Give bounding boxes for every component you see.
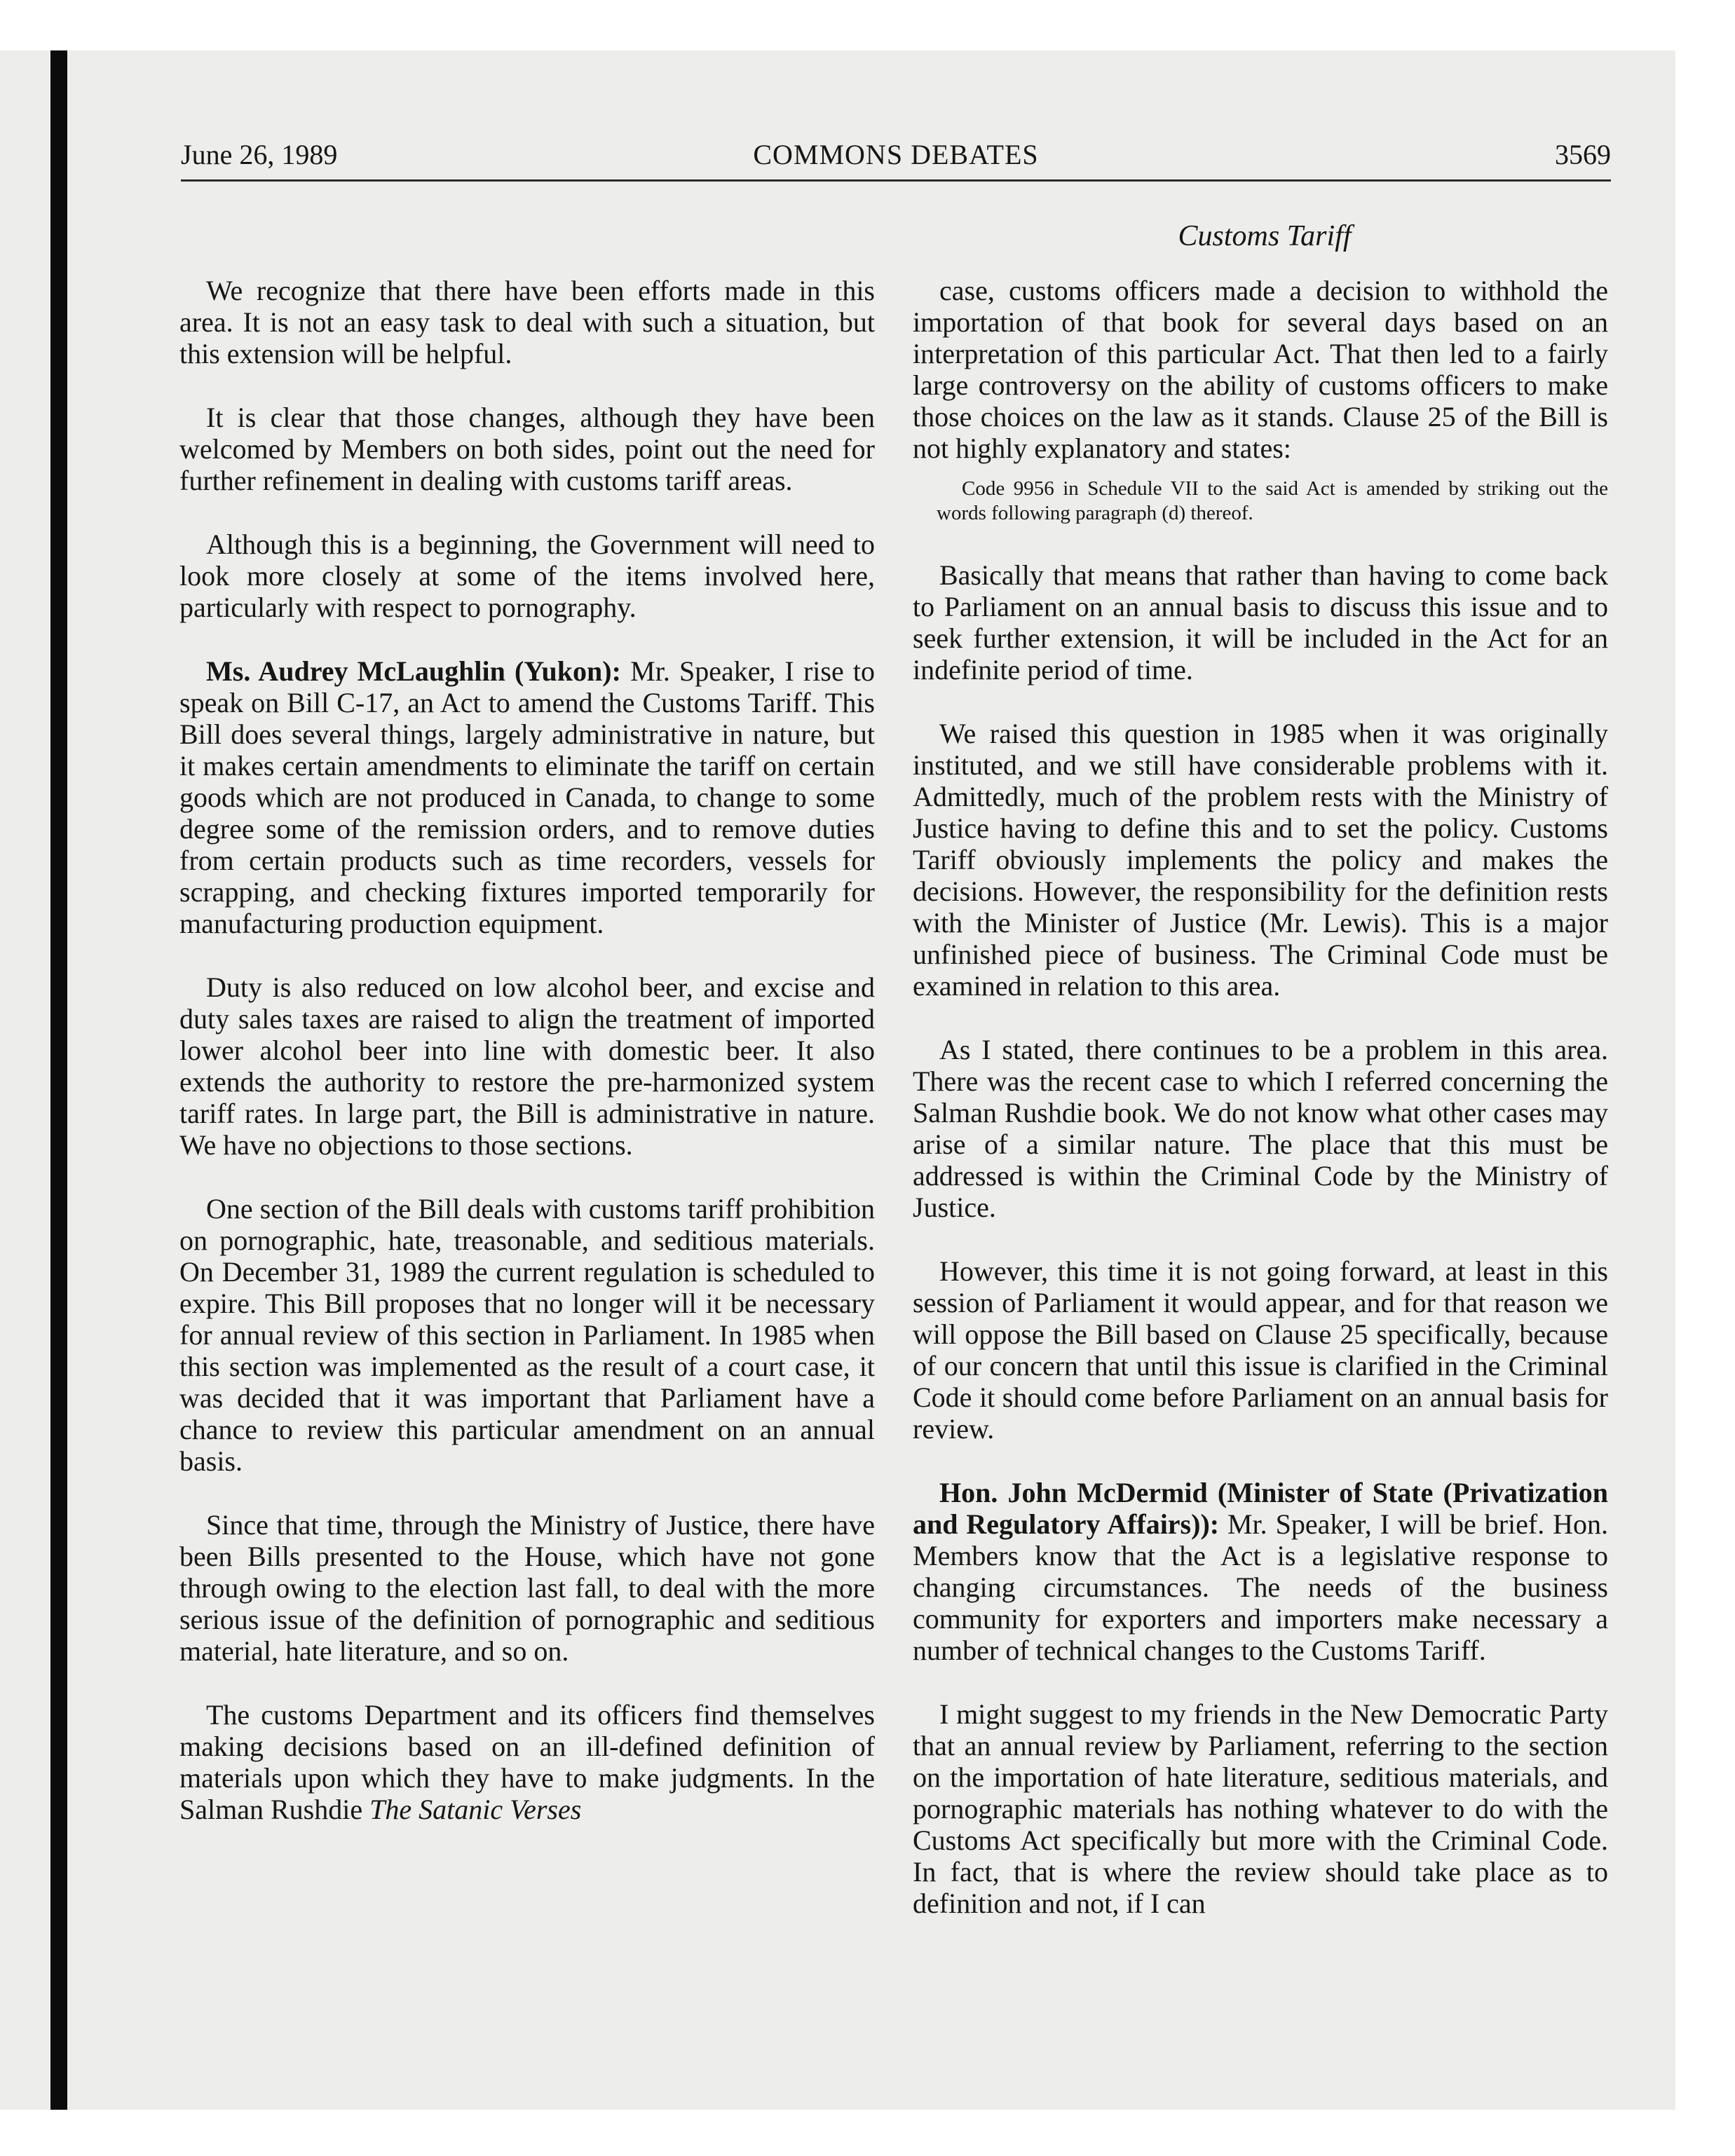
speech-paragraph [179, 655, 875, 939]
speech-text: Mr. Speaker, I will be brief. Hon. Members know that the Act is a legislative response to changing circumstances. The needs of the business community for exporters and importers make necessary a number of technical changes to the Customs Tariff. [913, 1508, 1609, 1666]
paragraph: One section of the Bill deals with customs tariff prohibition on pornographic, hate, treasonable, and seditious materials. On December 31, 1989 the current regulation is scheduled to expire. This Bill proposes that no longer will it be necessary for annual review of this section in Parliament. In 1985 when this section was implemented as the result of a court case, it was decided that it was important that Parliament have a chance to review this particular amendment on an annual basis. [179, 1193, 875, 1477]
paragraph: It is clear that those changes, although they have been welcomed by Members on both sides, point out the need for further refinement in dealing with customs tariff areas. [179, 402, 875, 496]
paragraph [179, 1699, 875, 1825]
quoted-clause: Code 9956 in Schedule VII to the said Act is amended by striking out the words following paragraph (d) thereof. [937, 477, 1608, 524]
paragraph: However, this time it is not going forward, at least in this session of Parliament it would appear, and for that reason we will oppose the Bill based on Clause 25 specifically, because of our concern that until this issue is clarified in the Criminal Code it should come before Parliament on an annual basis for review. [913, 1255, 1608, 1445]
running-head [181, 137, 1611, 182]
paragraph: Basically that means that rather than having to come back to Parliament on an annual basis to discuss this issue and to seek further extension, it will be included in the Act for an indefinite period of time. [913, 559, 1608, 685]
header-publication-title: COMMONS DEBATES [753, 139, 1039, 170]
header-date: June 26, 1989 [181, 139, 338, 170]
scan-binding-edge [50, 50, 67, 2110]
paragraph: case, customs officers made a decision to withhold the importation of that book for several days based on an interpretation of this particular Act. That then led to a fairly large controversy on the ability of customs officers to make those choices on the law as it stands. Clause 25 of the Bill is not highly explanatory and states: [913, 275, 1608, 464]
speech-text: Mr. Speaker, I rise to speak on Bill C-17, an Act to amend the Customs Tariff. This Bill does several things, largely administrative in nature, but it makes certain amendments to eliminate the tariff on certain goods which are not produced in Canada, to change to some degree some of the remission orders, and to remove duties from certain products such as time recorders, vessels for scrapping, and checking fixtures imported temporarily for manufacturing production equipment. [179, 655, 876, 939]
paragraph-text: The customs Department and its officers find themselves making decisions based on an ill-defined definition of materials upon which they have to make judgments. In the Salman Rushdie [179, 1699, 875, 1825]
paragraph: I might suggest to my friends in the New Democratic Party that an annual review by Parliament, referring to the section on the importation of hate literature, seditious materials, and pornographic materials has nothing whatever to do with the Customs Act specifically but more with the Criminal Code. In fact, that is where the review should take place as to definition and not, if I can [913, 1698, 1608, 1919]
paragraph: Duty is also reduced on low alcohol beer, and excise and duty sales taxes are raised to align the treatment of imported lower alcohol beer into line with domestic beer. It also extends the authority to restore the pre-harmonized system tariff rates. In large part, the Bill is administrative in nature. We have no objections to those sections. [179, 971, 875, 1161]
section-title: Customs Tariff [1178, 220, 1352, 252]
header-page-number: 3569 [1555, 139, 1611, 170]
book-title: The Satanic Verses [369, 1794, 582, 1825]
speaker-name: Hon. John McDermid (Minister of State (Privatization and Regulatory Affairs)): [913, 1477, 1608, 1540]
speaker-name: Ms. Audrey McLaughlin (Yukon): [206, 655, 621, 687]
paragraph: We raised this question in 1985 when it was originally instituted, and we still have considerable problems with it. Admittedly, much of the problem rests with the Ministry of Justice having to define this and to set the policy. Customs Tariff obviously implements the policy and makes the decisions. However, the responsibility for the definition rests with the Minister of Justice (Mr. Lewis). This is a major unfinished piece of business. The Criminal Code must be examined in relation to this area. [913, 718, 1608, 1002]
left-column [179, 275, 875, 1857]
paragraph: Since that time, through the Ministry of Justice, there have been Bills presented to the House, which have not gone through owing to the election last fall, to deal with the more serious issue of the definition of pornographic and seditious material, hate literature, and so on. [179, 1509, 875, 1667]
speech-paragraph [913, 1477, 1608, 1666]
paragraph: Although this is a beginning, the Government will need to look more closely at some of the items involved here, particularly with respect to pornography. [179, 528, 875, 623]
paragraph: As I stated, there continues to be a problem in this area. There was the recent case to which I referred concerning the Salman Rushdie book. We do not know what other cases may arise of a similar nature. The place that this must be addressed is within the Criminal Code by the Ministry of Justice. [913, 1034, 1608, 1223]
paragraph: We recognize that there have been efforts made in this area. It is not an easy task to deal with such a situation, but this extension will be helpful. [179, 275, 875, 369]
right-column [913, 275, 1608, 1951]
